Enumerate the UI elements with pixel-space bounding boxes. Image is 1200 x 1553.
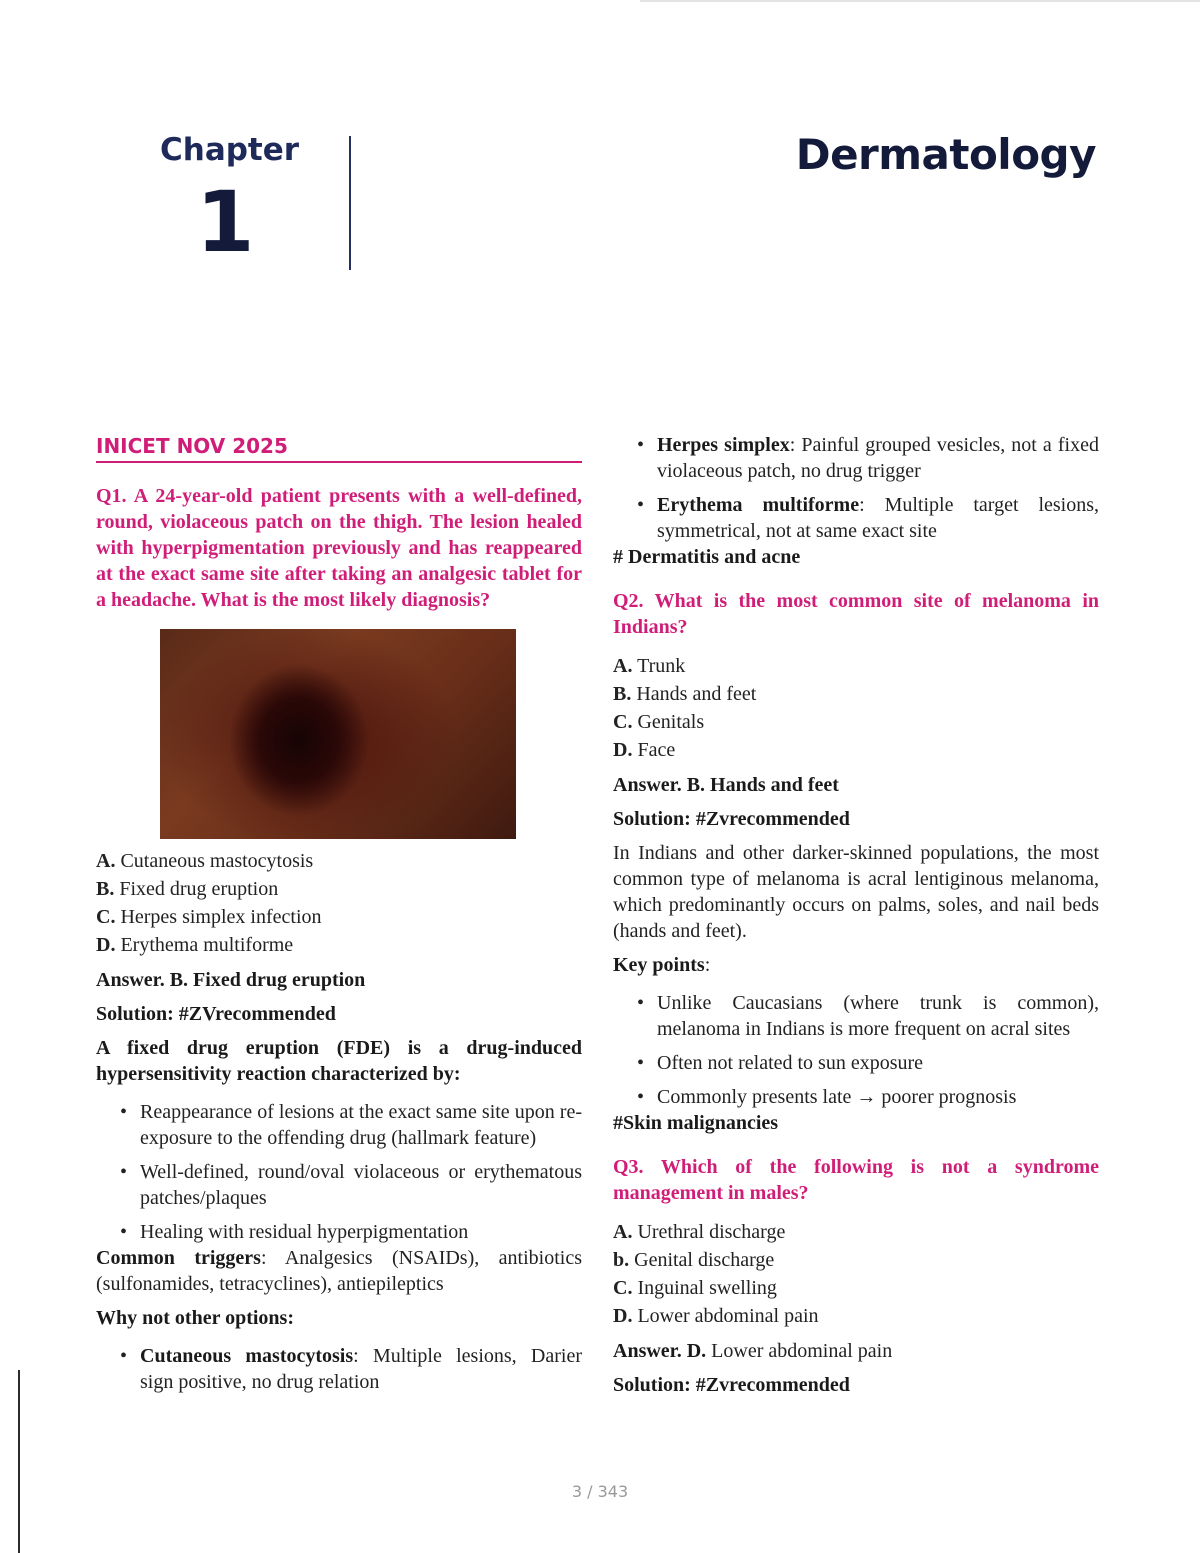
q3-solution: Solution: #Zvrecommended (613, 1374, 850, 1396)
q3-option-b: b. Genital discharge (613, 1249, 775, 1271)
page-number: 3 / 343 (571, 1482, 629, 1501)
q1-feature: • Reappearance of lesions at the exact same site upon re-exposure to the offending drug (hallmark feature) (140, 1099, 582, 1151)
chapter-label: Chapter (160, 132, 300, 168)
q2-tag: #Skin malignancies (613, 1112, 779, 1134)
q1-answer: Answer. B. Fixed drug eruption (96, 969, 366, 991)
q2-option-c: C. Genitals (613, 711, 705, 733)
q2-answer: Answer. B. Hands and feet (613, 774, 839, 796)
q1-why-not-item: • Herpes simplex: Painful grouped vesicles, not a fixed violaceous patch, no drug trigger (657, 432, 1099, 484)
q2-key-points-label: Key points: (613, 954, 711, 976)
q1-solution: Solution: #ZVrecommended (96, 1003, 336, 1025)
q1-options (96, 847, 582, 959)
q3-question: Q3. Which of the following is not a syndrome management in males? (613, 1156, 1099, 1204)
q2-option-a: A. Trunk (613, 655, 686, 677)
q3-option-a: A. Urethral discharge (613, 1221, 786, 1243)
left-column (96, 434, 582, 1395)
q1-feature: • Well-defined, round/oval violaceous or erythematous patches/plaques (140, 1159, 582, 1211)
q1-triggers: Common triggers: Analgesics (NSAIDs), antibiotics (sulfonamides, tetracyclines), antiepileptics (96, 1247, 582, 1295)
q2-key-point: • Unlike Caucasians (where trunk is common), melanoma in Indians is more frequent on acral sites (657, 990, 1099, 1042)
q3-option-d: D. Lower abdominal pain (613, 1305, 819, 1327)
scan-edge-top (640, 0, 1200, 2)
q1-why-not-item: • Cutaneous mastocytosis: Multiple lesions, Darier sign positive, no drug relation (140, 1343, 582, 1395)
q3-option-c: C. Inguinal swelling (613, 1277, 777, 1299)
q1-features (96, 1099, 582, 1245)
section-heading: INICET NOV 2025 (96, 434, 582, 463)
q1-why-not-label: Why not other options: (96, 1307, 294, 1329)
q1-why-not-item: • Erythema multiforme: Multiple target lesions, symmetrical, not at same exact site (657, 492, 1099, 544)
q2-option-d: D. Face (613, 739, 676, 761)
q2-key-point: • Often not related to sun exposure (657, 1050, 1099, 1076)
q2-key-points (613, 990, 1099, 1110)
q3-answer: Answer. D. Lower abdominal pain (613, 1340, 893, 1362)
scan-edge-left (18, 1370, 20, 1553)
q2-solution: Solution: #Zvrecommended (613, 808, 850, 830)
q1-feature: • Healing with residual hyperpigmentation (140, 1219, 582, 1245)
q2-explanation: In Indians and other darker-skinned populations, the most common type of melanoma is acral lentiginous melanoma, which predominantly occurs on palms, soles, and nail beds (hands and feet). (613, 842, 1099, 942)
q2-question: Q2. What is the most common site of melanoma in Indians? (613, 590, 1099, 638)
q2-key-point: • Commonly presents late → poorer prognosis (657, 1084, 1099, 1110)
q1-option-a: A. Cutaneous mastocytosis (96, 850, 314, 872)
q1-question: Q1. A 24-year-old patient presents with a well-defined, round, violaceous patch on the thigh. The lesion healed with hyperpigmentation previously and has reappeared at the exact same site after taking an analgesic tablet for a headache. What is the most likely diagnosis? (96, 485, 582, 611)
chapter-divider (349, 136, 351, 270)
q2-option-b: B. Hands and feet (613, 683, 757, 705)
right-column (613, 432, 1099, 1398)
q3-options (613, 1218, 1099, 1330)
q1-option-b: B. Fixed drug eruption (96, 878, 279, 900)
lesion-photo (160, 629, 516, 839)
q1-why-not-list-cont (613, 432, 1099, 544)
q1-option-d: D. Erythema multiforme (96, 934, 294, 956)
chapter-title: Dermatology (795, 130, 1096, 179)
q2-options (613, 652, 1099, 764)
q1-option-c: C. Herpes simplex infection (96, 906, 322, 928)
q1-tag: # Dermatitis and acne (613, 546, 801, 568)
q1-intro: A fixed drug eruption (FDE) is a drug-induced hypersensitivity reaction characterized by: (96, 1037, 582, 1085)
q1-why-not-list (96, 1343, 582, 1395)
chapter-number: 1 (196, 173, 255, 271)
